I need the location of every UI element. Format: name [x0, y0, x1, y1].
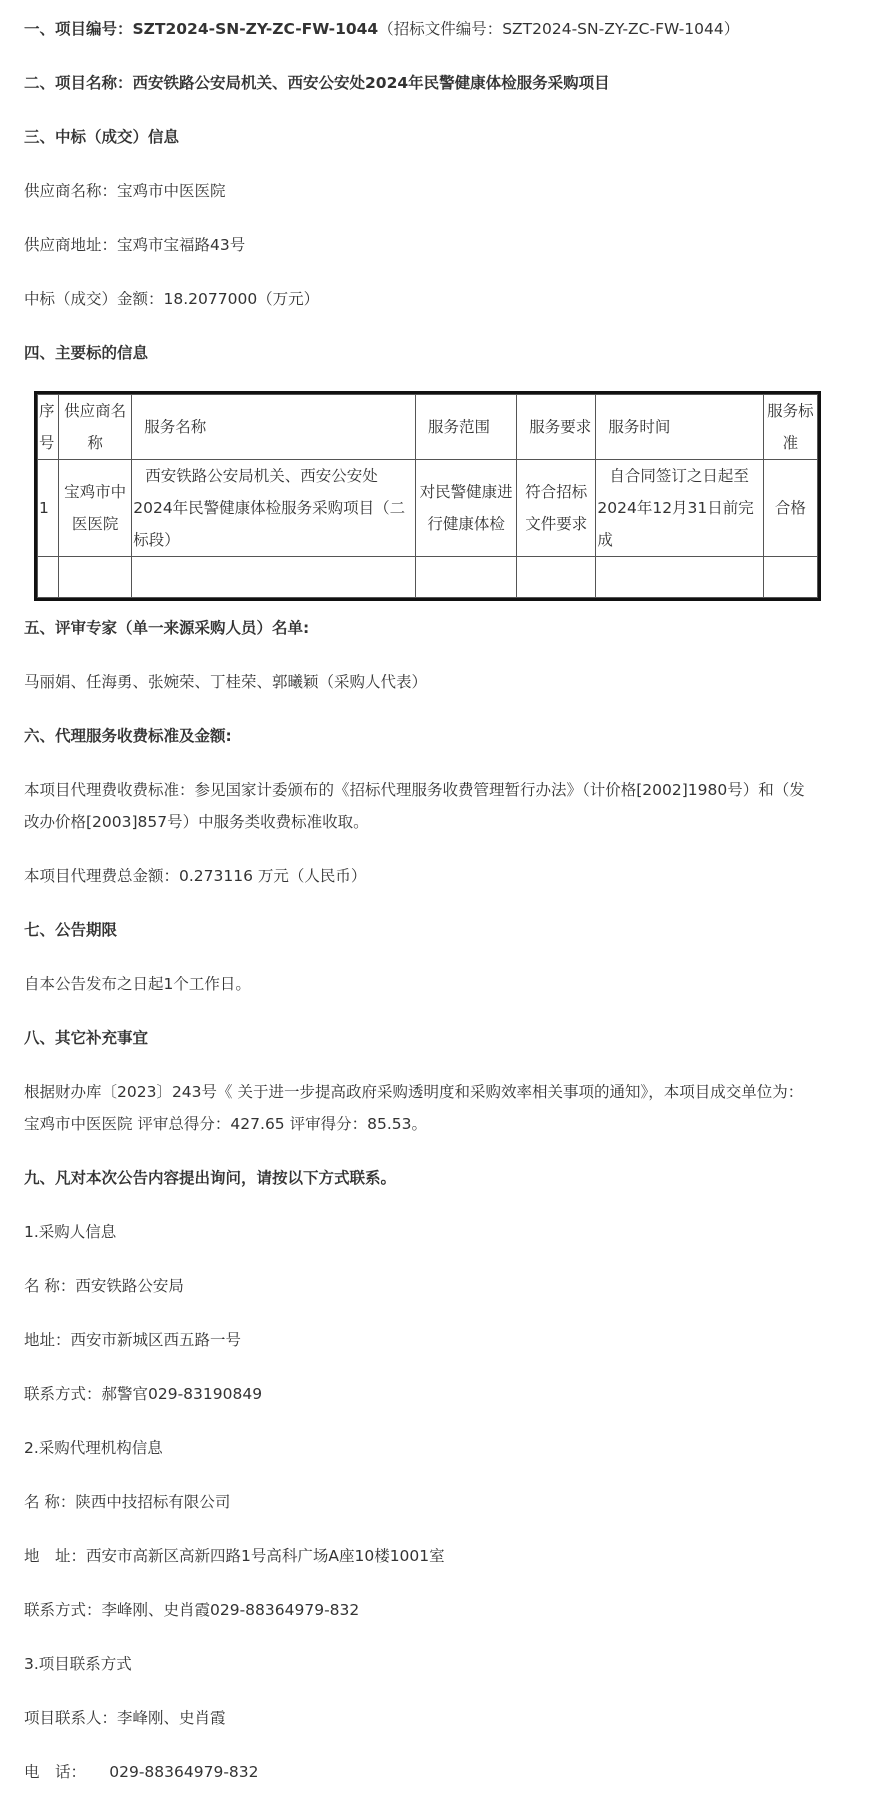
header-cell-index: 序号: [38, 395, 59, 460]
cell-supplier: 宝鸡市中医医院: [59, 460, 132, 557]
purchaser-name: 名 称：西安铁路公安局: [24, 1277, 184, 1295]
main-items-table: [34, 391, 821, 601]
agency-fee-total: 本项目代理费总金额：0.273116 万元（人民币）: [24, 867, 367, 885]
cell-empty: [132, 557, 416, 598]
experts-names: 马丽娟、任海勇、张婉荣、丁桂荣、郭曦颖（采购人代表）: [24, 673, 428, 691]
header-cell-service-name: 服务名称: [132, 395, 416, 460]
header-cell-service-time: 服务时间: [596, 395, 763, 460]
agency-address: 地 址：西安市高新区高新四路1号高科广场A座10楼1001室: [24, 1547, 445, 1565]
header-cell-service-scope: 服务范围: [415, 395, 516, 460]
section-agency-fee-heading: 六、代理服务收费标准及金额:: [24, 727, 232, 745]
supplementary-text: 根据财办库〔2023〕243号《 关于进一步提高政府采购透明度和采购效率相关事项的通知》，本项目成交单位为：宝鸡市中医医院 评审总得分：427.65 评审得分：85.53。: [24, 1083, 804, 1133]
cell-empty: [517, 557, 596, 598]
header-cell-service-requirement: 服务要求: [517, 395, 596, 460]
table-row: [38, 460, 818, 557]
service-name-text: 西安铁路公安局机关、西安公安处2024年民警健康体检服务采购项目（二标段）: [133, 467, 406, 549]
header-cell-service-standard: 服务标准: [763, 395, 817, 460]
agency-contact: 联系方式：李峰刚、史肖霞029-88364979-832: [24, 1601, 360, 1619]
section-project-name: 二、项目名称：西安铁路公安局机关、西安公安处2024年民警健康体检服务采购项目: [24, 74, 610, 92]
cell-empty: [38, 557, 59, 598]
cell-index: 1: [38, 460, 59, 557]
cell-empty: [415, 557, 516, 598]
section-contact-heading: 九、凡对本次公告内容提出询问，请按以下方式联系。: [24, 1169, 397, 1187]
cell-service-requirement: 符合招标文件要求: [517, 460, 596, 557]
section-main-items-heading: 四、主要标的信息: [24, 344, 149, 362]
notice-period-text: 自本公告发布之日起1个工作日。: [24, 975, 251, 993]
cell-service-name: [132, 460, 416, 557]
table-row: [38, 557, 818, 598]
project-number-label: 一、项目编号：: [24, 20, 133, 38]
project-contact-title: 3.项目联系方式: [24, 1655, 132, 1673]
agency-info-title: 2.采购代理机构信息: [24, 1439, 163, 1457]
project-contact-person: 项目联系人：李峰刚、史肖霞: [24, 1709, 226, 1727]
section-award-heading: 三、中标（成交）信息: [24, 128, 180, 146]
project-number-value: SZT2024-SN-ZY-ZC-FW-1044: [132, 20, 379, 38]
purchaser-info-title: 1.采购人信息: [24, 1223, 117, 1241]
table-header-row: [38, 395, 818, 460]
section-experts-heading: 五、评审专家（单一来源采购人员）名单:: [24, 619, 310, 637]
cell-service-scope: 对民警健康进行健康体检: [415, 460, 516, 557]
section-notice-period-heading: 七、公告期限: [24, 921, 118, 939]
section-supplementary-heading: 八、其它补充事宜: [24, 1029, 149, 1047]
agency-name: 名 称：陕西中技招标有限公司: [24, 1493, 231, 1511]
supplier-address: 供应商地址：宝鸡市宝福路43号: [24, 236, 246, 254]
cell-empty: [59, 557, 132, 598]
cell-empty: [596, 557, 763, 598]
project-contact-phone: 电 话： 029-88364979-832: [24, 1763, 259, 1781]
service-time-text: 自合同签订之日起至2024年12月31日前完成: [597, 467, 754, 549]
cell-empty: [763, 557, 817, 598]
cell-service-standard: 合格: [763, 460, 817, 557]
tender-file-number-note: （招标文件编号：SZT2024-SN-ZY-ZC-FW-1044）: [378, 20, 740, 38]
section-project-number: [24, 13, 814, 45]
supplier-name: 供应商名称：宝鸡市中医医院: [24, 182, 226, 200]
purchaser-address: 地址：西安市新城区西五路一号: [24, 1331, 242, 1349]
cell-service-time: [596, 460, 763, 557]
award-amount: 中标（成交）金额：18.2077000（万元）: [24, 290, 320, 308]
purchaser-contact: 联系方式：郝警官029-83190849: [24, 1385, 263, 1403]
agency-fee-standard: 本项目代理费收费标准：参见国家计委颁布的《招标代理服务收费管理暂行办法》（计价格[2002]1980号）和（发改办价格[2003]857号）中服务类收费标准收取。: [24, 781, 805, 831]
header-cell-supplier: 供应商名称: [59, 395, 132, 460]
